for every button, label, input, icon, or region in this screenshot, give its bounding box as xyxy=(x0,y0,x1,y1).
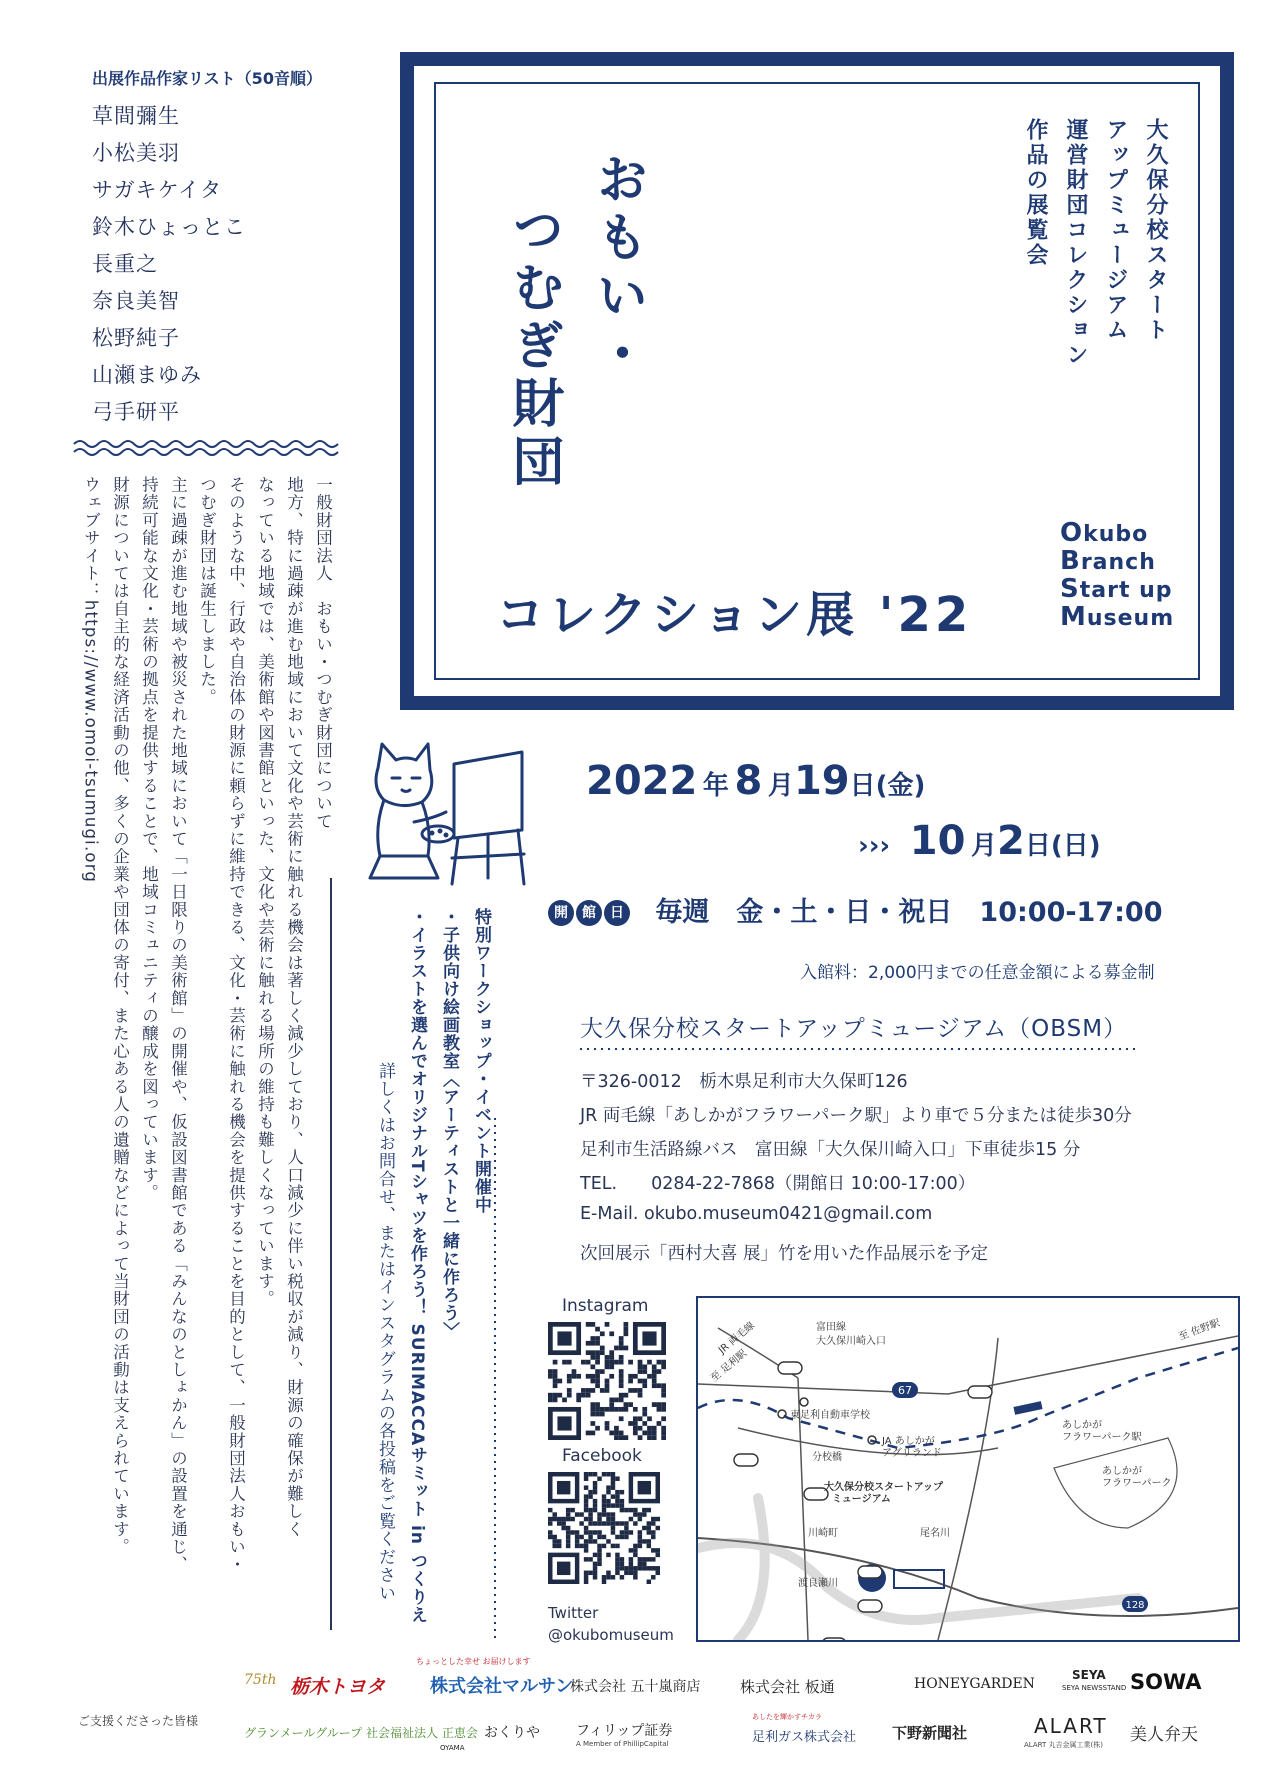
artist-name: 鈴木ひょっとこ xyxy=(92,215,246,239)
sponsor-seya-sub: SEYA NEWSSTAND xyxy=(1062,1684,1127,1692)
route-128-label: 128 xyxy=(1125,1600,1145,1611)
map-drawing xyxy=(698,1298,1238,1640)
artist-name: 弓手研平 xyxy=(92,400,180,424)
map-railway xyxy=(698,1348,1238,1448)
sponsor-ashikaga-gas: 足利ガス株式会社 xyxy=(752,1730,857,1745)
subtitle-line: 運営財団コレクション xyxy=(1063,118,1088,368)
map-station-marker xyxy=(1013,1401,1042,1415)
foundation-line: 持続可能な文化・芸術の拠点を提供することで、地域コミュニティの醸成を図っています。 xyxy=(139,476,159,1202)
museum-tel: TEL. 0284-22-7868（開館日 10:00-17:00） xyxy=(580,1174,976,1194)
sponsor-sowa: SOWA xyxy=(1130,1670,1202,1694)
map-label: あしかが xyxy=(1062,1420,1102,1431)
twitter-label: Twitter xyxy=(548,1604,599,1622)
foundation-line: 財源については自主的な経済活動の他、多くの企業や団体の寄付、また心ある人の遺贈などによって当財団の活動は支えられています。 xyxy=(110,476,130,1556)
foundation-website: ウェブサイト：https://www.omoi-tsumugi.org xyxy=(81,476,101,884)
map-label-museum: 大久保分校スタートアップ xyxy=(824,1482,943,1493)
foundation-line: 主に過疎が進む地域や被災された地域において「一日限りの美術館」の開催や、仮設図書館である「みんなのとしょかん」の設置を通じ、 xyxy=(168,476,188,1574)
map-label: あしかが xyxy=(1102,1466,1142,1477)
map-label: 分校橋 xyxy=(812,1452,842,1463)
map-label: 渡良瀬川 xyxy=(798,1578,838,1589)
map-label: 至 佐野駅 xyxy=(1177,1317,1222,1343)
sponsor-gas-tagline: あしたを輝かすチカラ xyxy=(752,1713,822,1721)
map-label: アグリランド xyxy=(882,1448,942,1459)
foundation-line: 地方、特に過疎が進む地域において文化や芸術に触れる機会は著しく減少しており、人口減少に伴い税収が減り、財源の確保が難しく xyxy=(284,476,304,1539)
twitter-handle[interactable]: @okubomuseum xyxy=(548,1626,674,1644)
sponsor-seya: SEYA xyxy=(1072,1668,1106,1682)
artist-name: 松野純子 xyxy=(92,326,180,350)
artist-name: 小松美羽 xyxy=(92,141,180,165)
sponsor-okuriya: おくりや xyxy=(484,1725,540,1741)
obsm-logo xyxy=(1060,520,1174,632)
map-label: 川崎町 xyxy=(808,1528,838,1539)
map-river xyxy=(738,1498,765,1640)
dotted-divider xyxy=(580,1046,1140,1052)
route-67-label: 67 xyxy=(898,1384,912,1397)
logo-line: Branch xyxy=(1060,546,1156,576)
foundation-line: なっている地域では、美術館や図書館といった、文化や芸術に触れる場所の維持も難しくなっています。 xyxy=(255,476,275,1308)
map-label: 富田線 xyxy=(816,1322,846,1333)
logo-line: Museum xyxy=(1060,602,1175,632)
arrow-icon: ››› xyxy=(858,831,891,861)
map-label: 東足利自動車学校 xyxy=(790,1410,870,1421)
main-title-col2: つむぎ財団 xyxy=(503,202,563,492)
sponsor-shimotsuke: 下野新聞社 xyxy=(892,1724,968,1742)
sponsor-marusan: 株式会社マルサン xyxy=(430,1676,574,1697)
foundation-line: そのような中、行政や自治体の財源に頼らずに維持できる、文化・芸術に触れる機会を提供することを目的として、一般財団法人おもい・ xyxy=(226,476,246,1574)
map-label: JR 両毛線 xyxy=(716,1320,757,1357)
artist-name: 奈良美智 xyxy=(92,289,180,313)
foundation-rule xyxy=(330,878,332,1630)
signal-icon xyxy=(734,1454,758,1466)
signal-icon xyxy=(968,1386,992,1398)
open-badge: 開 xyxy=(548,900,574,926)
artist-name: 草間彌生 xyxy=(92,104,180,128)
foundation-heading: 一般財団法人 おもい・つむぎ財団について xyxy=(313,476,333,830)
workshop-note: 詳しくはお問合せ、またはインスタグラムの各投稿をご覧ください xyxy=(375,1062,395,1602)
map-label: JA あしかが xyxy=(882,1436,935,1447)
admission-fee: 入館料：2,000円までの任意金額による募金制 xyxy=(800,963,1155,983)
sponsor-phillip-sub: A Member of PhillipCapital xyxy=(576,1740,669,1748)
next-exhibition: 次回展示「西村大喜 展」竹を用いた作品展示を予定 xyxy=(580,1244,989,1264)
foundation-line: つむぎ財団は誕生しました。 xyxy=(197,476,217,707)
workshop-dotted-rule xyxy=(492,1118,498,1638)
end-date: ››› 10 月2日(日) xyxy=(858,818,1101,864)
subtitle-line: 大久保分校スタート xyxy=(1143,118,1168,343)
instagram-label: Instagram xyxy=(562,1296,649,1316)
sponsor-alart: ALART xyxy=(1034,1714,1108,1738)
open-days: 開 館 日 毎週 金・土・日・祝日 10:00-17:00 xyxy=(548,890,1163,929)
subtitle-line: アップミュージアム xyxy=(1103,118,1128,343)
map-museum-building xyxy=(894,1570,944,1588)
facebook-qr-code[interactable] xyxy=(548,1472,660,1584)
main-title-col1: おもい・ xyxy=(587,152,647,384)
sponsor-igarashi: 株式会社 五十嵐商店 xyxy=(570,1679,701,1695)
map-point-icon xyxy=(778,1410,786,1418)
sponsor-phillip: フィリップ証券 xyxy=(576,1723,673,1739)
sponsor-itatsu: 株式会社 板通 xyxy=(740,1678,835,1696)
artist-name: 長重之 xyxy=(92,252,158,276)
map-label: 尾名川 xyxy=(920,1528,950,1539)
museum-email[interactable]: E-Mail. okubo.museum0421@gmail.com xyxy=(580,1204,933,1224)
sponsor-honeygarden: HONEYGARDEN xyxy=(914,1676,1035,1692)
facebook-label: Facebook xyxy=(562,1446,642,1466)
cat-painter-illustration xyxy=(358,738,538,888)
signal-icon xyxy=(778,1362,802,1374)
logo-line: Okubo xyxy=(1060,518,1149,548)
map-label: フラワーパーク駅 xyxy=(1062,1432,1142,1443)
map-point-icon xyxy=(800,1398,808,1406)
access-map xyxy=(696,1296,1240,1642)
museum-name: 大久保分校スタートアップミュージアム（OBSM） xyxy=(580,1016,1128,1042)
artist-name: 山瀬まゆみ xyxy=(92,363,202,387)
subtitle-line: 作品の展覧会 xyxy=(1023,118,1048,268)
artist-name: サガキケイタ xyxy=(92,178,223,202)
sponsor-alart-sub: ALART 丸吉金属工業(株) xyxy=(1024,1741,1103,1749)
museum-address: 〒326-0012 栃木県足利市大久保町126 xyxy=(580,1072,908,1092)
map-label-museum: ミュージアム xyxy=(832,1494,891,1505)
workshop-heading: 特別ワークショップ・イベント開催中 xyxy=(471,908,491,1214)
sponsor-label: ご支援くださった皆様 xyxy=(78,1714,199,1728)
museum-access-bus: 足利市生活路線バス 富田線「大久保川崎入口」下車徒歩15 分 xyxy=(580,1140,1081,1160)
workshop-item: ・イラストを選んでオリジナルTシャツを作ろう！ SURIMACCAサミット in つくりえ xyxy=(407,908,427,1624)
artist-list xyxy=(92,98,246,431)
sponsor-tagline: ちょっとした幸せ お届けします xyxy=(416,1657,531,1666)
map-label: 大久保川崎入口 xyxy=(816,1336,886,1347)
logo-line: Start up xyxy=(1060,574,1173,604)
main-title-bottom: コレクション展 '22 xyxy=(496,587,973,643)
sponsor-tochigi-toyota: 栃木トヨタ xyxy=(290,1676,386,1698)
signal-icon xyxy=(858,1600,882,1612)
sponsor-bijinbenten: 美人弁天 xyxy=(1130,1725,1198,1745)
museum-access-train: JR 両毛線「あしかがフラワーパーク駅」より車で５分または徒歩30分 xyxy=(580,1106,1132,1126)
map-label: フラワーパーク xyxy=(1102,1478,1172,1489)
open-badge: 館 xyxy=(576,900,602,926)
map-label: 至 足利駅 xyxy=(708,1348,750,1385)
open-badge: 日 xyxy=(604,900,630,926)
instagram-qr-code[interactable] xyxy=(548,1322,666,1440)
sponsor-anniversary: 75th xyxy=(244,1672,277,1688)
workshop-item: ・子供向け絵画教室〈アーティストと一緒に作ろう〉 xyxy=(439,908,459,1340)
sponsor-okuriya-sub: OYAMA xyxy=(440,1744,465,1752)
wave-divider xyxy=(72,436,342,458)
signal-icon xyxy=(822,1638,846,1640)
start-date: 2022 年 8 月19日(金) xyxy=(586,758,926,804)
artist-list-title: 出展作品作家リスト（50音順） xyxy=(92,69,322,88)
signal-icon xyxy=(858,1566,882,1578)
sponsor-granmere: グランメールグループ 社会福祉法人 正恵会 xyxy=(244,1726,478,1740)
